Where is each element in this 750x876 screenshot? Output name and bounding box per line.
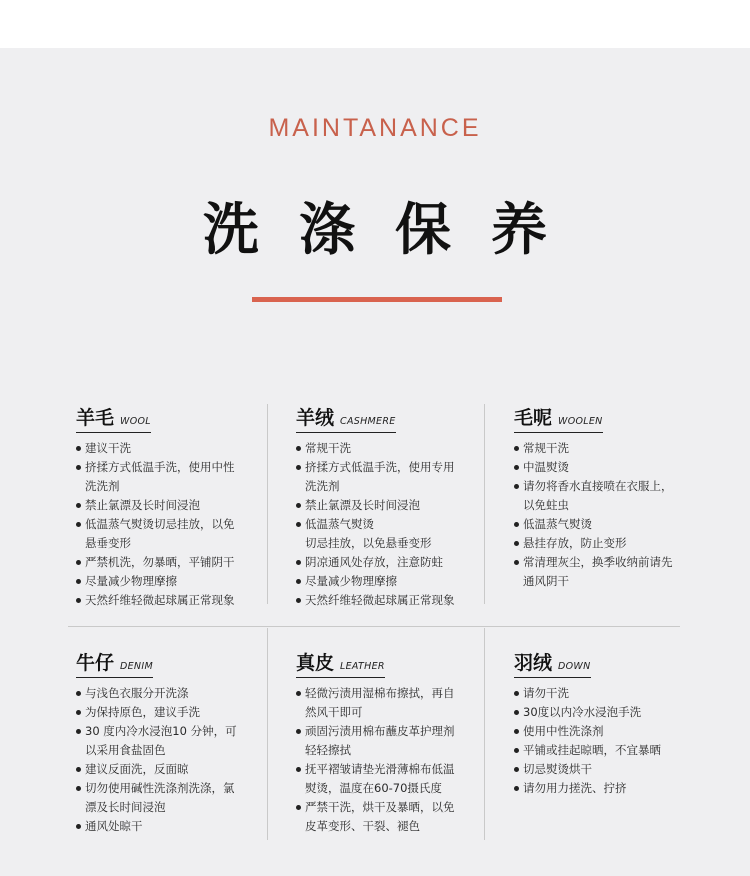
care-instruction-continuation: 熨烫，温度在60-70摄氏度	[305, 781, 442, 795]
care-instruction-continuation: 然风干即可	[305, 705, 363, 719]
care-instruction-continuation: 洗洗剂	[305, 479, 340, 493]
card-title-cn: 羊绒	[296, 407, 335, 429]
care-instruction-item: 顽固污渍用棉布蘸皮革护理剂	[296, 722, 491, 741]
care-instruction-item: 30度以内冷水浸泡手洗	[514, 703, 709, 722]
care-instruction-list	[514, 439, 709, 591]
care-instruction-item: 建议干洗	[76, 439, 271, 458]
card-heading	[76, 648, 153, 678]
care-instruction-item: 切勿使用碱性洗涤剂洗涤，氯	[76, 779, 271, 798]
care-instruction-continuation: 洗洗剂	[85, 479, 120, 493]
care-card-down	[514, 648, 709, 798]
card-title-en: DOWN	[558, 661, 591, 672]
care-instruction-item: 严禁机洗，勿暴晒，平铺阴干	[76, 553, 271, 572]
care-card-cashmere	[296, 403, 491, 610]
care-instruction-continuation: 悬垂变形	[85, 536, 131, 550]
card-title-cn: 羊毛	[76, 407, 115, 429]
card-title-cn: 牛仔	[76, 652, 115, 674]
care-instruction-item: 使用中性洗涤剂	[514, 722, 709, 741]
care-instruction-item: 通风处晾干	[76, 817, 271, 836]
care-instruction-item: 悬挂存放，防止变形	[514, 534, 709, 553]
chinese-title: 洗涤保养	[203, 198, 587, 263]
care-instruction-item: 为保持原色，建议手洗	[76, 703, 271, 722]
care-instruction-continuation: 切忌挂放，以免悬垂变形	[305, 536, 432, 550]
care-instruction-item: 30 度内冷水浸泡10 分钟，可	[76, 722, 271, 741]
card-heading	[514, 648, 591, 678]
care-instruction-list	[296, 684, 491, 836]
care-instruction-item: 天然纤维轻微起球属正常现象	[296, 591, 491, 610]
card-title-en: DENIM	[120, 661, 153, 672]
care-instruction-item: 阴凉通风处存放，注意防蛀	[296, 553, 491, 572]
care-instruction-item: 抚平褶皱请垫光滑薄棉布低温	[296, 760, 491, 779]
care-instruction-item: 请勿将香水直接喷在衣服上，	[514, 477, 709, 496]
card-heading	[514, 403, 603, 433]
care-instruction-item: 天然纤维轻微起球属正常现象	[76, 591, 271, 610]
care-instruction-continuation: 皮革变形、干裂、褪色	[305, 819, 420, 833]
care-instruction-item: 低温蒸气熨烫切忌挂放，以免	[76, 515, 271, 534]
care-instruction-item: 低温蒸气熨烫	[296, 515, 491, 534]
care-card-wool	[76, 403, 271, 610]
care-instruction-continuation: 以采用食盐固色	[85, 743, 166, 757]
care-instruction-item: 中温熨烫	[514, 458, 709, 477]
care-instruction-item: 低温蒸气熨烫	[514, 515, 709, 534]
care-instruction-item: 禁止氯漂及长时间浸泡	[296, 496, 491, 515]
card-heading	[296, 403, 396, 433]
card-title-en: WOOLEN	[558, 416, 603, 427]
card-title-cn: 真皮	[296, 652, 335, 674]
care-card-woolen	[514, 403, 709, 591]
care-instruction-item: 请勿用力搓洗、拧挤	[514, 779, 709, 798]
care-instruction-item: 与浅色衣服分开洗涤	[76, 684, 271, 703]
care-instruction-item: 禁止氯漂及长时间浸泡	[76, 496, 271, 515]
care-instruction-item: 切忌熨烫烘干	[514, 760, 709, 779]
care-instruction-item: 常规干洗	[514, 439, 709, 458]
card-heading	[76, 403, 151, 433]
card-heading	[296, 648, 385, 678]
care-instruction-list	[514, 684, 709, 798]
care-card-leather	[296, 648, 491, 836]
care-instruction-item: 请勿干洗	[514, 684, 709, 703]
care-instruction-continuation: 以免蛀虫	[523, 498, 569, 512]
divider-horizontal	[68, 626, 680, 627]
care-instruction-continuation: 轻轻擦拭	[305, 743, 351, 757]
care-card-denim	[76, 648, 271, 836]
card-title-cn: 羽绒	[514, 652, 553, 674]
care-instruction-item: 轻微污渍用湿棉布擦拭，再自	[296, 684, 491, 703]
care-instruction-continuation: 漂及长时间浸泡	[85, 800, 166, 814]
care-instruction-item: 尽量减少物理摩擦	[76, 572, 271, 591]
english-title: MAINTANANCE	[268, 114, 482, 142]
care-instruction-item: 常清理灰尘，换季收纳前请先	[514, 553, 709, 572]
care-instruction-continuation: 通风阴干	[523, 574, 569, 588]
card-title-en: CASHMERE	[340, 416, 396, 427]
care-instruction-item: 严禁干洗，烘干及暴晒，以免	[296, 798, 491, 817]
care-instruction-list	[296, 439, 491, 610]
title-underline	[252, 297, 502, 302]
care-instruction-list	[76, 684, 271, 836]
card-title-en: WOOL	[120, 416, 151, 427]
care-instruction-list	[76, 439, 271, 610]
care-instruction-item: 尽量减少物理摩擦	[296, 572, 491, 591]
care-instruction-item: 挤揉方式低温手洗，使用专用	[296, 458, 491, 477]
care-instruction-item: 建议反面洗，反面晾	[76, 760, 271, 779]
card-title-cn: 毛呢	[514, 407, 553, 429]
care-instruction-item: 挤揉方式低温手洗，使用中性	[76, 458, 271, 477]
care-instruction-item: 常规干洗	[296, 439, 491, 458]
care-instruction-item: 平铺或挂起晾晒，不宜暴晒	[514, 741, 709, 760]
card-title-en: LEATHER	[340, 661, 385, 672]
